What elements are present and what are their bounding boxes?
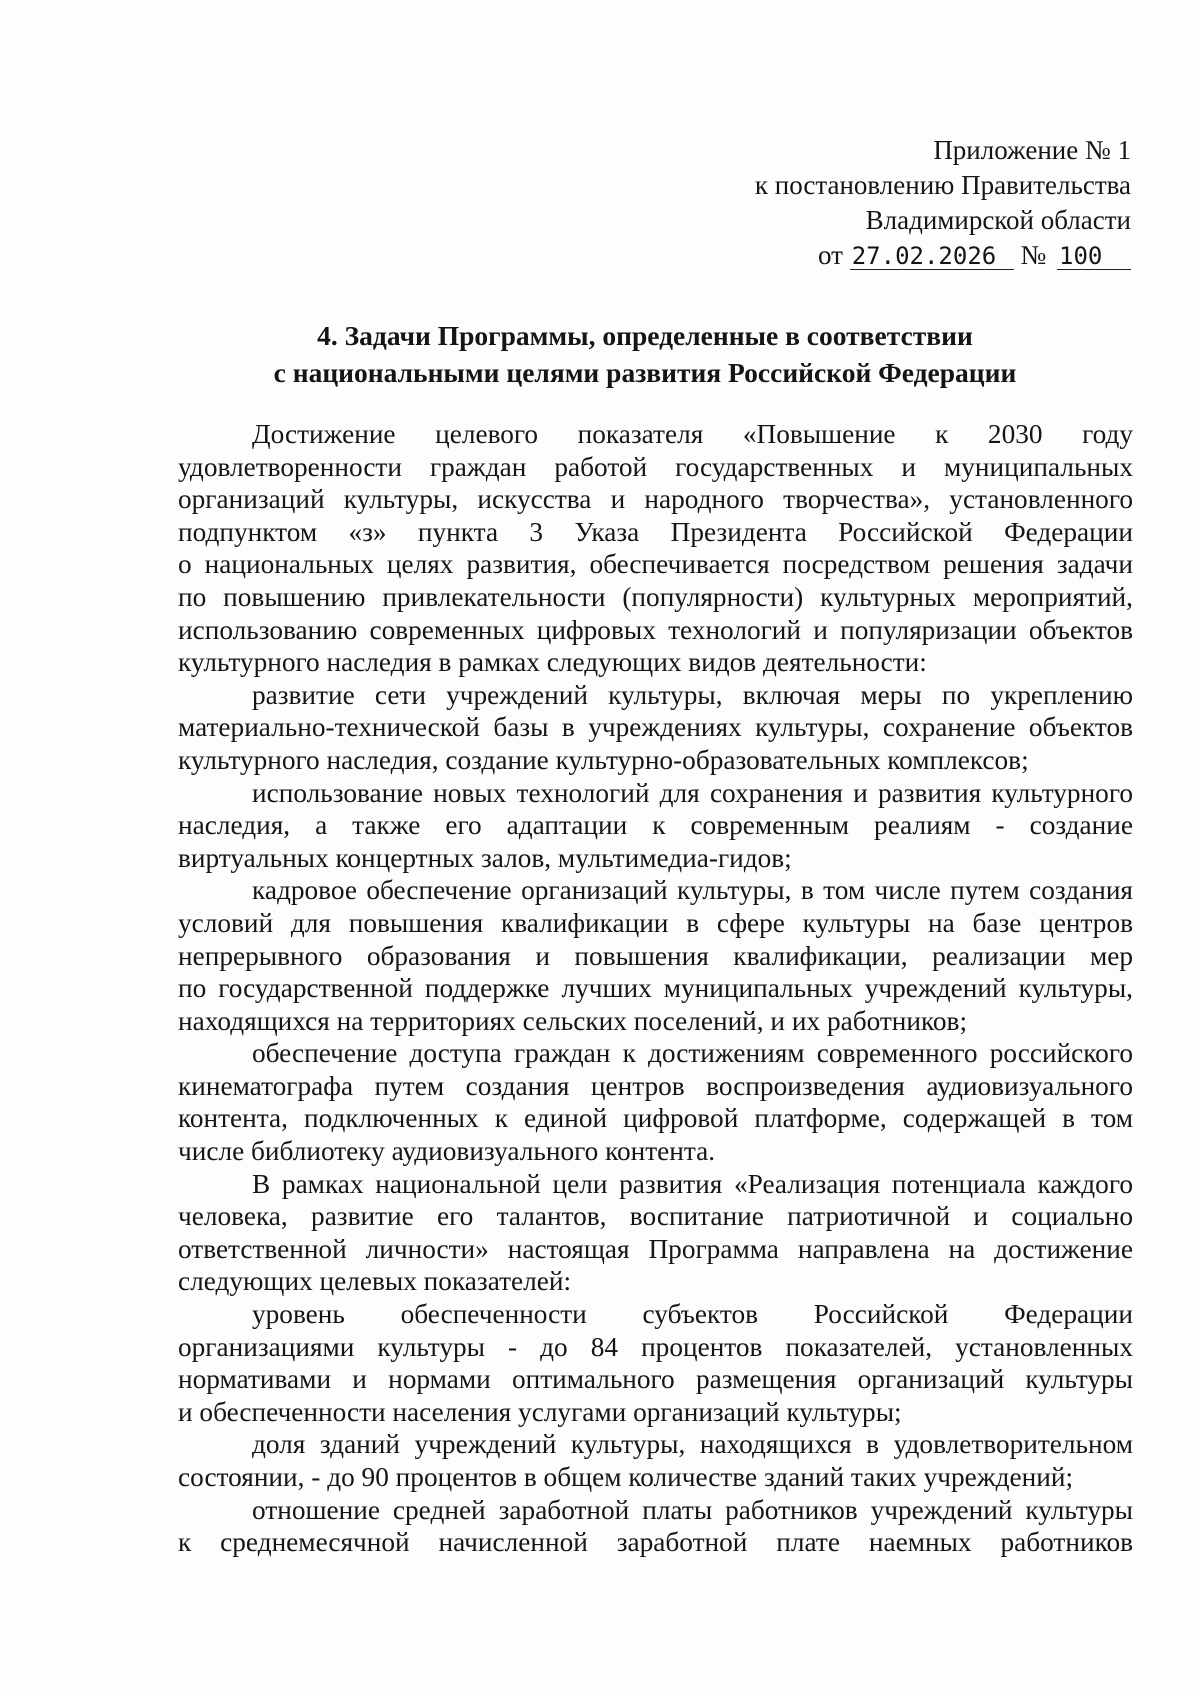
date-prefix: от (818, 240, 843, 270)
body-line: наследия, а также его адаптации к современным реалиям - создание (178, 810, 1133, 841)
body-line: к среднемесячной начисленной заработной плате наемных работников (178, 1527, 1133, 1558)
body-line: и обеспеченности населения услугами организаций культуры; (178, 1396, 902, 1427)
body-line: организаций культуры, искусства и народного творчества», установленного (178, 484, 1133, 515)
body-line: ответственной личности» настоящая Программа направлена на достижение (178, 1233, 1133, 1264)
body-line: удовлетворенности граждан работой государственных и муниципальных (178, 451, 1133, 482)
resolution-date: 27.02.2026 (850, 243, 1014, 270)
body-line: условий для повышения квалификации в сфере культуры на базе центров (178, 907, 1133, 938)
body-line: обеспечение доступа граждан к достижениям современного российского (252, 1038, 1133, 1069)
body-text (178, 418, 1133, 1559)
body-line: организациями культуры - до 84 процентов показателей, установленных (178, 1331, 1133, 1362)
body-line: кинематографа путем создания центров воспроизведения аудиовизуального (178, 1070, 1133, 1101)
heading-line-1: 4. Задачи Программы, определенные в соответствии (317, 320, 973, 351)
body-line: подпунктом «з» пункта 3 Указа Президента Российской Федерации (178, 516, 1133, 547)
body-line: числе библиотеку аудиовизуального контента. (178, 1136, 716, 1167)
body-line: по повышению привлекательности (популярности) культурных мероприятий, (178, 581, 1133, 612)
number-prefix: № (1020, 240, 1047, 270)
body-line: отношение средней заработной платы работников учреждений культуры (252, 1494, 1133, 1525)
body-line: о национальных целях развития, обеспечивается посредством решения задачи (178, 549, 1133, 580)
body-line: контента, подключенных к единой цифровой платформе, содержащей в том (178, 1103, 1133, 1134)
body-line: человека, развитие его талантов, воспитание патриотичной и социально (178, 1201, 1133, 1232)
appendix-date-line (611, 238, 1131, 273)
heading-line-2: с национальными целями развития Российской Федерации (273, 357, 1017, 388)
body-line: использование новых технологий для сохранения и развития культурного (252, 777, 1133, 808)
appendix-title: Приложение № 1 (933, 135, 1131, 165)
body-line: использованию современных цифровых технологий и популяризации объектов (178, 614, 1133, 645)
body-line: В рамках национальной цели развития «Реализация потенциала каждого (252, 1168, 1133, 1199)
body-line: по государственной поддержке лучших муниципальных учреждений культуры, (178, 973, 1133, 1004)
appendix-block (611, 133, 1131, 273)
section-heading (170, 317, 1120, 391)
body-line: культурного наследия в рамках следующих видов деятельности: (178, 647, 927, 678)
body-line: кадровое обеспечение организаций культуры, в том числе путем создания (252, 875, 1133, 906)
appendix-region-line: Владимирской области (865, 205, 1131, 235)
body-line: доля зданий учреждений культуры, находящихся в удовлетворительном (252, 1429, 1133, 1460)
resolution-number: 100 (1057, 243, 1131, 270)
body-line: находящихся на территориях сельских поселений, и их работников; (178, 1005, 968, 1036)
appendix-resolution-line: к постановлению Правительства (754, 170, 1131, 200)
body-line: состоянии, - до 90 процентов в общем количестве зданий таких учреждений; (178, 1462, 1074, 1492)
body-line: культурного наследия, создание культурно-образовательных комплексов; (178, 744, 1029, 775)
body-line: нормативами и нормами оптимального размещения организаций культуры (178, 1364, 1133, 1395)
body-line: непрерывного образования и повышения квалификации, реализации мер (178, 940, 1133, 971)
body-line: следующих целевых показателей: (178, 1266, 572, 1297)
body-line: развитие сети учреждений культуры, включая меры по укреплению (252, 679, 1133, 710)
body-line: уровень обеспеченности субъектов Российской Федерации (252, 1299, 1133, 1330)
body-line: материально-технической базы в учреждениях культуры, сохранение объектов (178, 712, 1133, 743)
body-line: виртуальных концертных залов, мультимедиа-гидов; (178, 842, 792, 873)
body-line: Достижение целевого показателя «Повышение к 2030 году (252, 419, 1133, 449)
